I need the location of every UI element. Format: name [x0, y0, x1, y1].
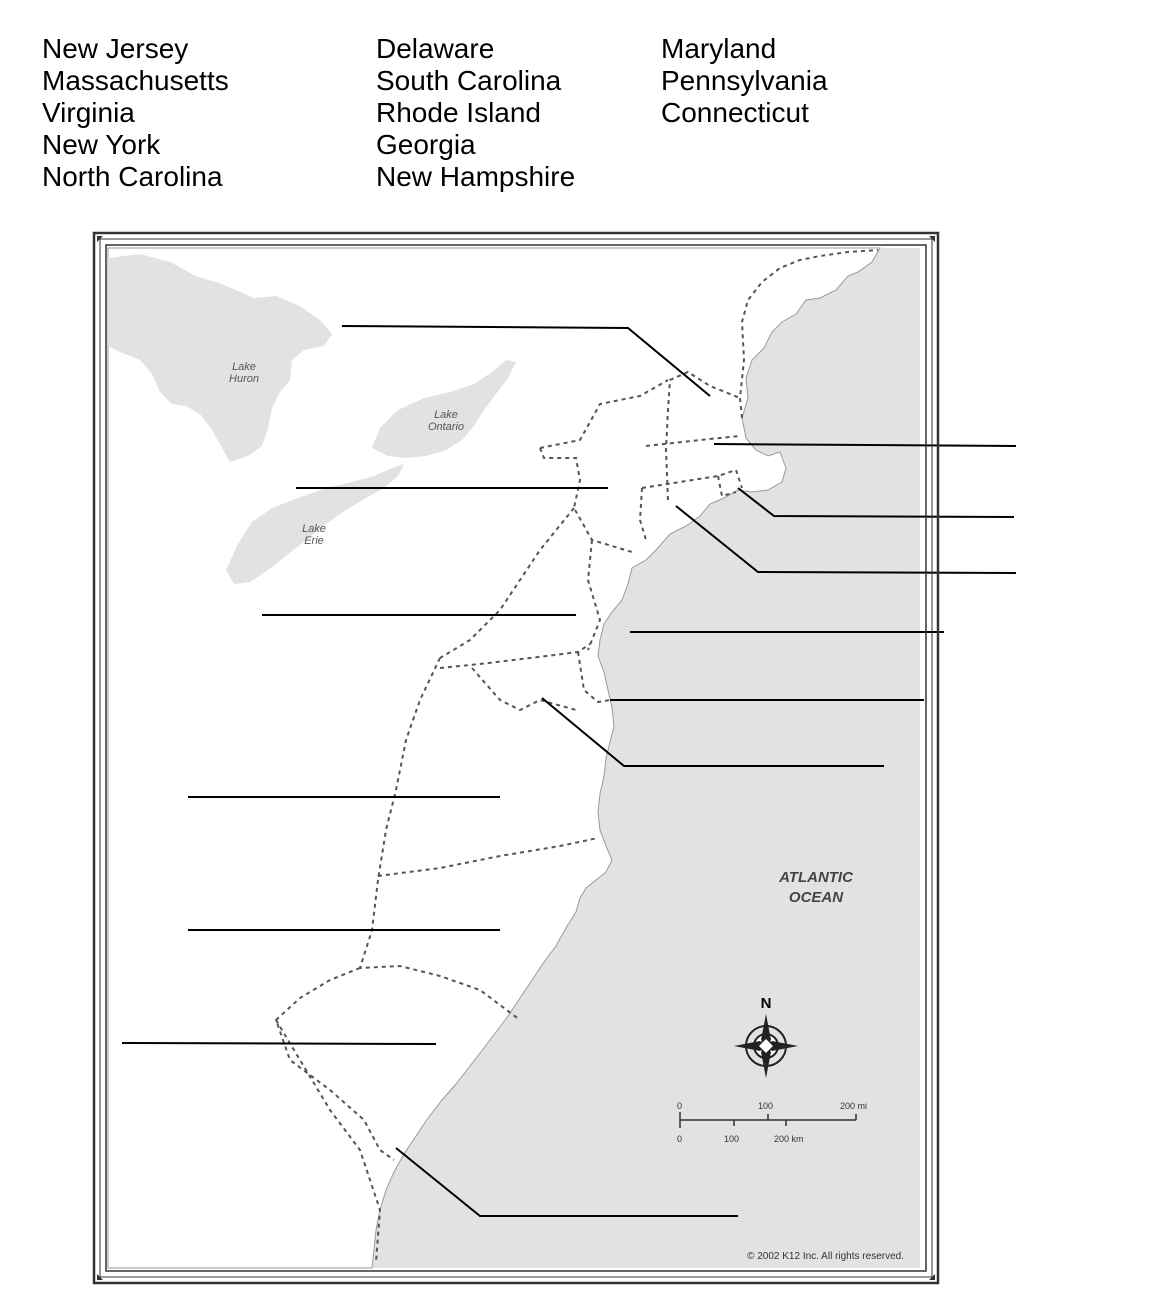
word-bank-item: Virginia — [42, 97, 135, 128]
word-bank-item: Massachusetts — [42, 65, 229, 96]
word-bank-item: Georgia — [376, 129, 476, 160]
lake-ontario-label-1: Lake — [434, 409, 458, 421]
word-bank-item: New Hampshire — [376, 161, 576, 192]
word-bank-item: New Jersey — [42, 33, 189, 64]
copyright: © 2002 K12 Inc. All rights reserved. — [747, 1251, 904, 1262]
compass-north-label: N — [760, 995, 772, 1012]
scale-km-zero: 0 — [677, 1134, 683, 1144]
answer-line-12 — [122, 1043, 436, 1044]
word-bank-item: Rhode Island — [376, 97, 542, 128]
scale-km-mid: 100 — [724, 1134, 740, 1144]
word-bank-item: New York — [42, 129, 161, 160]
lake-huron-label-1: Lake — [232, 361, 256, 373]
lake-erie-label-2: Erie — [304, 535, 324, 547]
word-bank-item: South Carolina — [376, 65, 562, 96]
word-bank-item: Delaware — [376, 33, 495, 64]
word-bank-item: Maryland — [661, 33, 777, 64]
word-bank-item: Connecticut — [661, 97, 809, 128]
scale-mi-mid: 100 — [758, 1101, 774, 1111]
scale-mi-zero: 0 — [677, 1101, 683, 1111]
word-bank-item: Pennsylvania — [661, 65, 828, 96]
ocean-label-2: OCEAN — [788, 889, 844, 906]
lake-huron-label-2: Huron — [229, 373, 259, 385]
scale-km-max: 200 km — [774, 1134, 804, 1144]
lake-erie-label-1: Lake — [302, 523, 326, 535]
ocean-label-1: ATLANTIC — [779, 869, 853, 886]
lake-ontario-label-2: Ontario — [427, 421, 465, 433]
word-bank-item: North Carolina — [42, 161, 223, 192]
scale-mi-max: 200 mi — [840, 1101, 868, 1111]
